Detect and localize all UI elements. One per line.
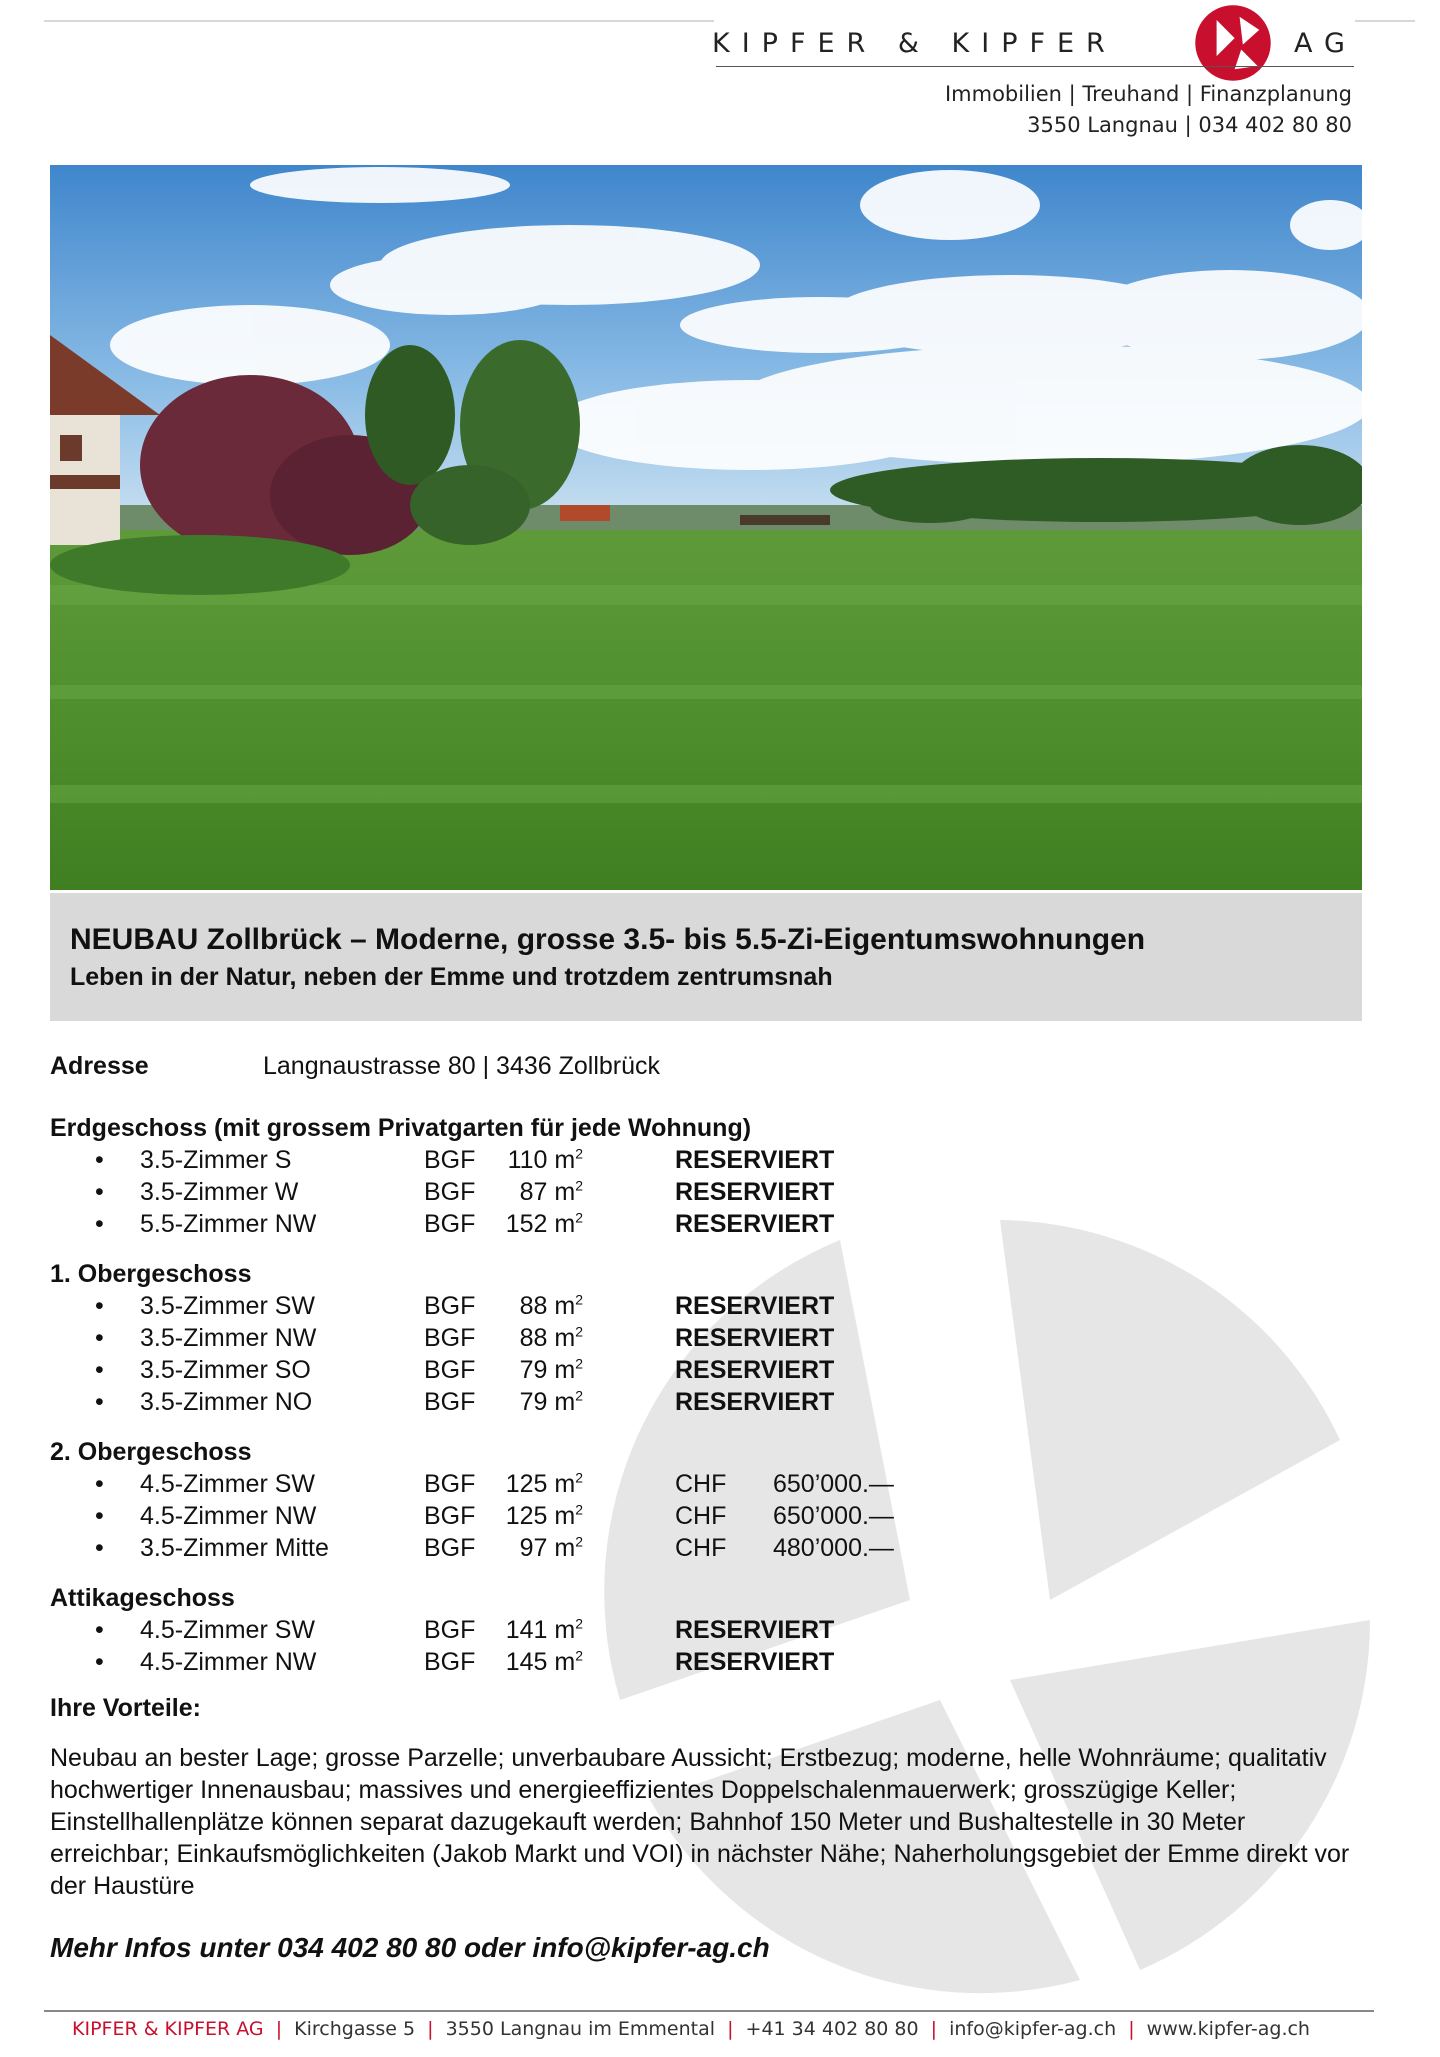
unit-area: 79 $m^2$	[519, 1387, 583, 1416]
unit-name: 3.5-Zimmer Mitte	[140, 1534, 329, 1562]
unit-bgf: BGF	[424, 1210, 476, 1238]
bullet: •	[95, 1292, 104, 1320]
footer-separator: |	[427, 2018, 434, 2040]
unit-name: 3.5-Zimmer NW	[140, 1324, 317, 1352]
unit-row	[50, 1144, 1370, 1176]
listing-title: NEUBAU Zollbrück – Moderne, grosse 3.5- bis 5.5-Zi-Eigentumswohnungen	[70, 923, 1146, 956]
address-row	[50, 1050, 1370, 1090]
unit-area: 87 $m^2$	[519, 1177, 583, 1206]
floor-title: Erdgeschoss (mit grossem Privatgarten für jede Wohnung)	[50, 1114, 752, 1142]
unit-name: 5.5-Zimmer NW	[140, 1210, 317, 1238]
unit-area: 88 $m^2$	[519, 1291, 583, 1320]
unit-name: 4.5-Zimmer SW	[140, 1470, 315, 1498]
unit-row	[50, 1176, 1370, 1208]
bullet: •	[95, 1146, 104, 1174]
footer-email[interactable]: info@kipfer-ag.ch	[949, 2018, 1117, 2040]
unit-name: 3.5-Zimmer SW	[140, 1292, 315, 1320]
unit-status: RESERVIERT	[675, 1146, 835, 1174]
bullet: •	[95, 1648, 104, 1676]
unit-bgf: BGF	[424, 1470, 476, 1498]
top-rule-right	[1355, 20, 1415, 22]
unit-row	[50, 1532, 1370, 1564]
unit-currency: CHF	[675, 1470, 727, 1498]
unit-bgf: BGF	[424, 1502, 476, 1530]
unit-currency: CHF	[675, 1502, 727, 1530]
bullet: •	[95, 1502, 104, 1530]
bullet: •	[95, 1356, 104, 1384]
unit-status: RESERVIERT	[675, 1388, 835, 1416]
listing-subtitle: Leben in der Natur, neben der Emme und trotzdem zentrumsnah	[70, 963, 833, 991]
footer-rule	[44, 2010, 1374, 2012]
floor-title: 2. Obergeschoss	[50, 1438, 252, 1466]
bullet: •	[95, 1470, 104, 1498]
unit-status: RESERVIERT	[675, 1178, 835, 1206]
unit-bgf: BGF	[424, 1178, 476, 1206]
footer-phone[interactable]: +41 34 402 80 80	[745, 2018, 919, 2040]
unit-status: RESERVIERT	[675, 1292, 835, 1320]
unit-row	[50, 1322, 1370, 1354]
tagline: Immobilien | Treuhand | Finanzplanung	[944, 82, 1352, 106]
landscape-photo	[50, 165, 1362, 890]
bullet: •	[95, 1534, 104, 1562]
unit-status: RESERVIERT	[675, 1648, 835, 1676]
footer-separator: |	[1128, 2018, 1135, 2040]
unit-row	[50, 1468, 1370, 1500]
floor-title: Attikageschoss	[50, 1584, 235, 1612]
unit-status: RESERVIERT	[675, 1210, 835, 1238]
unit-bgf: BGF	[424, 1324, 476, 1352]
unit-row	[50, 1208, 1370, 1240]
unit-area: 125 $m^2$	[505, 1469, 583, 1498]
unit-row	[50, 1646, 1370, 1678]
unit-name: 4.5-Zimmer SW	[140, 1616, 315, 1644]
title-band	[50, 893, 1362, 1021]
unit-row	[50, 1354, 1370, 1386]
footer-separator: |	[275, 2018, 283, 2040]
brand-ag: AG	[1294, 28, 1357, 59]
field-landscape-image	[50, 165, 1362, 890]
footer-brand: KIPFER & KIPFER AG	[72, 2018, 264, 2040]
advantages-text: Neubau an bester Lage; grosse Parzelle; unverbaubare Aussicht; Erstbezug; moderne, helle Wohnräume; qualitativ hochwertiger Innenausbau; massives und energieeffizientes Doppelschalenmauerwerk; grosszügige Keller; Einstellhallenplätze können separat dazugekauft werden; Bahnhof 150 Meter und Bushaltestelle in 30 Meter erreichbar; Einkaufsmöglichkeiten (Jakob Markt und VOI) in nächster Nähe; Naherholungsgebiet der Emme direkt vor der Haustüre	[50, 1744, 1350, 1900]
unit-area: 152 $m^2$	[505, 1209, 583, 1238]
unit-name: 3.5-Zimmer SO	[140, 1356, 311, 1384]
kipfer-logo-icon	[1192, 2, 1274, 84]
listing-content	[50, 1050, 1370, 1964]
address-value: Langnaustrasse 80 | 3436 Zollbrück	[263, 1052, 661, 1080]
unit-status: RESERVIERT	[675, 1356, 835, 1384]
unit-area: 110 $m^2$	[507, 1145, 583, 1174]
address-label: Adresse	[50, 1052, 149, 1080]
unit-bgf: BGF	[424, 1292, 476, 1320]
floor-section	[50, 1112, 1370, 1240]
unit-bgf: BGF	[424, 1356, 476, 1384]
unit-status: RESERVIERT	[675, 1324, 835, 1352]
unit-price: 650’000.—	[773, 1502, 894, 1530]
unit-bgf: BGF	[424, 1648, 476, 1676]
unit-row	[50, 1500, 1370, 1532]
unit-price: 480’000.—	[773, 1534, 894, 1562]
bullet: •	[95, 1388, 104, 1416]
unit-area: 141 $m^2$	[505, 1615, 583, 1644]
unit-name: 3.5-Zimmer NO	[140, 1388, 313, 1416]
unit-name: 4.5-Zimmer NW	[140, 1502, 317, 1530]
advantages-title: Ihre Vorteile:	[50, 1694, 201, 1722]
unit-area: 125 $m^2$	[505, 1501, 583, 1530]
unit-bgf: BGF	[424, 1616, 476, 1644]
footer	[72, 2018, 1310, 2040]
unit-area: 145 $m^2$	[505, 1647, 583, 1676]
unit-bgf: BGF	[424, 1146, 476, 1174]
unit-row	[50, 1386, 1370, 1418]
unit-row	[50, 1290, 1370, 1322]
footer-website[interactable]: www.kipfer-ag.ch	[1146, 2018, 1310, 2040]
unit-currency: CHF	[675, 1534, 727, 1562]
unit-status: RESERVIERT	[675, 1616, 835, 1644]
brand-underline	[716, 66, 1354, 67]
unit-area: 79 $m^2$	[519, 1355, 583, 1384]
brand-header	[712, 26, 1357, 66]
brand-name: KIPFER & KIPFER	[712, 28, 1117, 59]
unit-area: 97 $m^2$	[519, 1533, 583, 1562]
unit-price: 650’000.—	[773, 1470, 894, 1498]
footer-city: 3550 Langnau im Emmental	[445, 2018, 716, 2040]
floor-section	[50, 1582, 1370, 1678]
unit-area: 88 $m^2$	[519, 1323, 583, 1352]
unit-bgf: BGF	[424, 1388, 476, 1416]
footer-separator: |	[727, 2018, 734, 2040]
unit-name: 3.5-Zimmer S	[140, 1146, 292, 1174]
more-info-line: Mehr Infos unter 034 402 80 80 oder info@kipfer-ag.ch	[50, 1932, 770, 1963]
floor-section	[50, 1258, 1370, 1418]
top-rule	[44, 20, 714, 22]
floor-title: 1. Obergeschoss	[50, 1260, 252, 1288]
bullet: •	[95, 1324, 104, 1352]
unit-bgf: BGF	[424, 1534, 476, 1562]
header-contact: 3550 Langnau | 034 402 80 80	[1027, 113, 1352, 137]
bullet: •	[95, 1210, 104, 1238]
bullet: •	[95, 1178, 104, 1206]
footer-street: Kirchgasse 5	[294, 2018, 416, 2040]
footer-separator: |	[930, 2018, 938, 2040]
unit-row	[50, 1614, 1370, 1646]
unit-name: 3.5-Zimmer W	[140, 1178, 299, 1206]
unit-name: 4.5-Zimmer NW	[140, 1648, 317, 1676]
floor-section	[50, 1436, 1370, 1564]
bullet: •	[95, 1616, 104, 1644]
